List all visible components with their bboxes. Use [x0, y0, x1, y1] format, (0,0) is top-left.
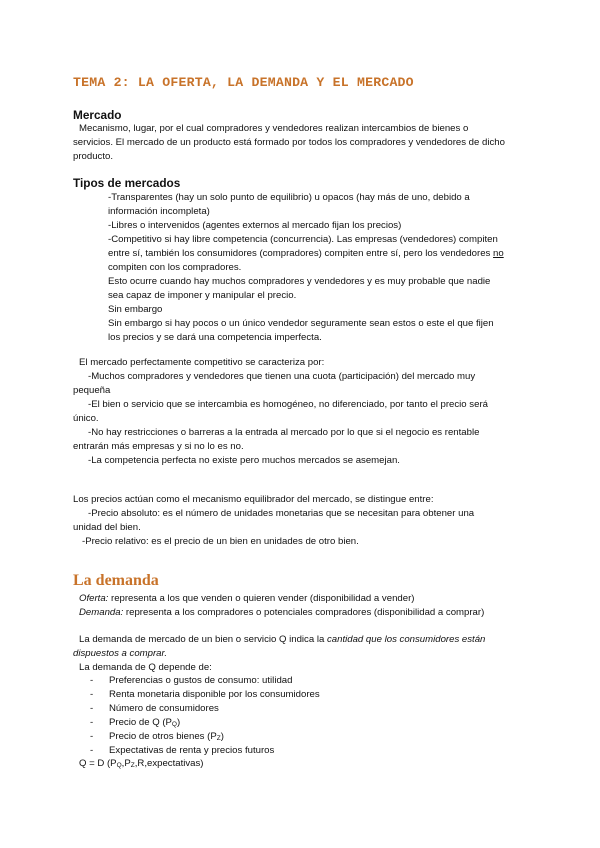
paragraph-line: -No hay restricciones o barreras a la entrada al mercado por lo que si el negocio es rentable [88, 427, 480, 438]
term-label: Oferta: [79, 593, 109, 604]
italic-text-run: cantidad que los consumidores están [327, 634, 486, 645]
text-run: ,R,expectativas) [134, 758, 204, 769]
list-bullet: - [90, 745, 94, 756]
paragraph-line: La demanda de Q depende de: [79, 662, 212, 673]
text-run: Q = D (P [79, 758, 117, 769]
paragraph-line: Sin embargo si hay pocos o un único vendedor seguramente sean estos o este el que fijen [108, 318, 494, 329]
list-item-text: Expectativas de renta y precios futuros [109, 745, 275, 756]
list-bullet: - [90, 717, 94, 728]
paragraph-line: -Competitivo si hay libre competencia (concurrencia). Las empresas (vendedores) compiten [108, 234, 498, 245]
paragraph-line: información incompleta) [108, 206, 210, 217]
paragraph-line: único. [73, 413, 99, 424]
paragraph-line: Esto ocurre cuando hay muchos compradores y vendedores y es muy probable que nadie [108, 276, 491, 287]
list-bullet: - [90, 703, 94, 714]
subscript: Q [171, 721, 177, 728]
term-definition: representa a los compradores o potenciales compradores (disponibilidad a comprar) [123, 607, 485, 618]
text-run: Precio de otros bienes (P [109, 731, 217, 742]
paragraph-line: unidad del bien. [73, 522, 141, 533]
paragraph-line: producto. [73, 151, 114, 162]
paragraph-line: compiten con los compradores. [108, 262, 242, 273]
paragraph-line: El mercado perfectamente competitivo se caracteriza por: [79, 357, 325, 368]
paragraph-line: -El bien o servicio que se intercambia es homogéneo, no diferenciado, por tanto el precio será [88, 399, 488, 410]
paragraph-line: -La competencia perfecta no existe pero muchos mercados se asemejan. [88, 455, 400, 466]
list-bullet: - [90, 689, 94, 700]
paragraph-line: -Precio absoluto: es el número de unidades monetarias que se necesitan para obtener una [88, 508, 475, 519]
section-heading-mercado: Mercado [73, 108, 122, 122]
list-item-text: Preferencias o gustos de consumo: utilidad [109, 675, 293, 686]
subscript: Z [130, 762, 135, 769]
paragraph-line: dispuestos a comprar. [73, 648, 168, 659]
subscript: Z [216, 735, 221, 742]
definition-demanda [79, 606, 484, 619]
paragraph-line: sea capaz de imponer y manipular el precio. [108, 290, 297, 301]
paragraph-line: -Transparentes (hay un solo punto de equilibrio) u opacos (hay más de uno, debido a [108, 192, 470, 203]
text-run: ) [176, 717, 181, 728]
paragraph-line: pequeña [73, 385, 111, 396]
demand-formula [79, 757, 204, 772]
paragraph-line: Los precios actúan como el mecanismo equilibrador del mercado, se distingue entre: [73, 494, 434, 505]
section-heading-demanda: La demanda [73, 572, 159, 589]
text-run: La demanda de mercado de un bien o servicio Q indica la [79, 634, 327, 645]
definition-oferta [79, 592, 414, 605]
list-bullet: - [90, 675, 94, 686]
page-title: TEMA 2: LA OFERTA, LA DEMANDA Y EL MERCADO [73, 75, 414, 90]
list-item-text: Número de consumidores [109, 703, 219, 714]
text-run: entre sí, también los consumidores (compradores) compiten entre sí, pero los vendedores [108, 248, 491, 259]
text-run: Precio de Q (P [109, 717, 172, 728]
paragraph-line: servicios. El mercado de un producto está formado por todos los compradores y vendedores de dicho [73, 137, 505, 148]
section-heading-tipos: Tipos de mercados [73, 176, 181, 190]
paragraph-line: -Muchos compradores y vendedores que tienen una cuota (participación) del mercado muy [88, 371, 476, 382]
paragraph-line: los precios y se dará una competencia imperfecta. [108, 332, 322, 343]
paragraph-line: Mecanismo, lugar, por el cual compradores y vendedores realizan intercambios de bienes o [79, 123, 469, 134]
term-label: Demanda: [79, 607, 124, 618]
paragraph-line: Sin embargo [108, 304, 163, 315]
list-bullet: - [90, 731, 94, 742]
text-run: ,P [121, 758, 131, 769]
list-item-text: Renta monetaria disponible por los consumidores [109, 689, 320, 700]
paragraph-line [79, 633, 485, 646]
subscript: Q [116, 762, 122, 769]
underlined-word: no [493, 248, 504, 259]
paragraph-line: -Precio relativo: es el precio de un bien en unidades de otro bien. [82, 536, 359, 547]
paragraph-line: -Libres o intervenidos (agentes externos al mercado fijan los precios) [108, 220, 402, 231]
paragraph-line: entrarán más empresas y si no lo es no. [73, 441, 244, 452]
paragraph-line [108, 247, 504, 260]
text-run: ) [220, 731, 224, 742]
term-definition: representa a los que venden o quieren vender (disponibilidad a vender) [108, 593, 415, 604]
